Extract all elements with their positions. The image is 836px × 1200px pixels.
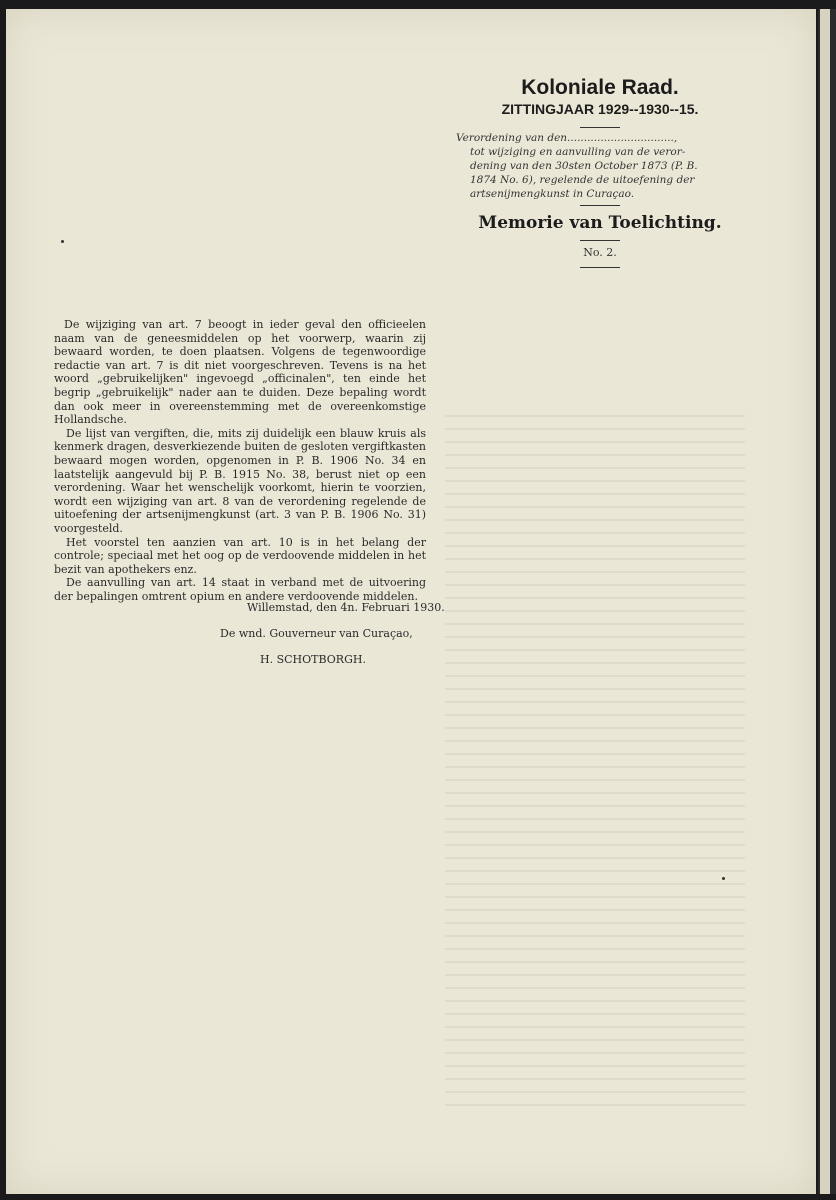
divider-2 [580, 205, 620, 206]
session-year: ZITTINGJAAR 1929--1930--15. [501, 101, 699, 117]
intro-line: artsenijmengkunst in Curaçao. [470, 188, 635, 200]
adjacent-page-edge [818, 9, 836, 1194]
paragraph: De lijst van vergiften, die, mits zij duidelijk een blauw kruis als kenmerk dragen, desverkiezende buiten de gesloten vergiftkasten bewaard mogen worden, opgenomen in P. B. 1906 No. 34 en laatstelijk aangevuld bij P. B. 1915 No. 38, berust niet op een verordening. Waar het wenschelijk voorkomt, hierin te voorzien, wordt een wijziging van art. 8 van de verordening regelende de uitoefening der artsenijmengkunst (art. 3 van P. B. 1906 No. 31) voorgesteld. [54, 426, 426, 535]
signatory-name: H. SCHOTBORGH. [260, 653, 366, 666]
paragraph: Het voorstel ten aanzien van art. 10 is in het belang der controle; speciaal met het oog op de verdoovende middelen in het bezit van apothekers enz. [54, 535, 426, 576]
explanatory-text [54, 318, 426, 603]
speck [722, 877, 725, 880]
bleed-through-text [445, 415, 745, 1115]
ordinance-description [456, 131, 736, 201]
intro-line: Verordening van den................................, [456, 132, 678, 144]
intro-line: 1874 No. 6), regelende de uitoefening der [470, 174, 695, 186]
document-heading: Memorie van Toelichting. [478, 213, 722, 233]
divider-1 [580, 127, 620, 128]
council-title: Koloniale Raad. [521, 76, 679, 99]
divider-4 [580, 267, 620, 268]
signatory-role: De wnd. Gouverneur van Curaçao, [220, 627, 413, 640]
speck [61, 240, 64, 243]
intro-line: dening van den 30sten October 1873 (P. B. [470, 160, 698, 172]
place-date: Willemstad, den 4n. Februari 1930. [247, 601, 445, 614]
paragraph: De aanvulling van art. 14 staat in verband met de uitvoering der bepalingen omtrent opium en andere verdoovende middelen. [54, 576, 426, 603]
paragraph: De wijziging van art. 7 beoogt in ieder geval den officieelen naam van de geneesmiddelen op het voorwerp, waarin zij bewaard worden, te doen plaatsen. Volgens de tegenwoordige redactie van art. 7 is dit niet voorgeschreven. Tevens is na het woord „gebruikelijken" ingevoegd „officinalen", ten einde het begrip „gebruikelijk" nader aan te duiden. Deze bepaling wordt dan ook meer in overeenstemming met de overeenkomstige Hollandsche. [54, 318, 426, 427]
intro-line: tot wijziging en aanvulling van de veror- [470, 146, 686, 158]
scan-border [830, 9, 836, 1194]
divider-3 [580, 240, 620, 241]
document-number: No. 2. [583, 246, 617, 259]
